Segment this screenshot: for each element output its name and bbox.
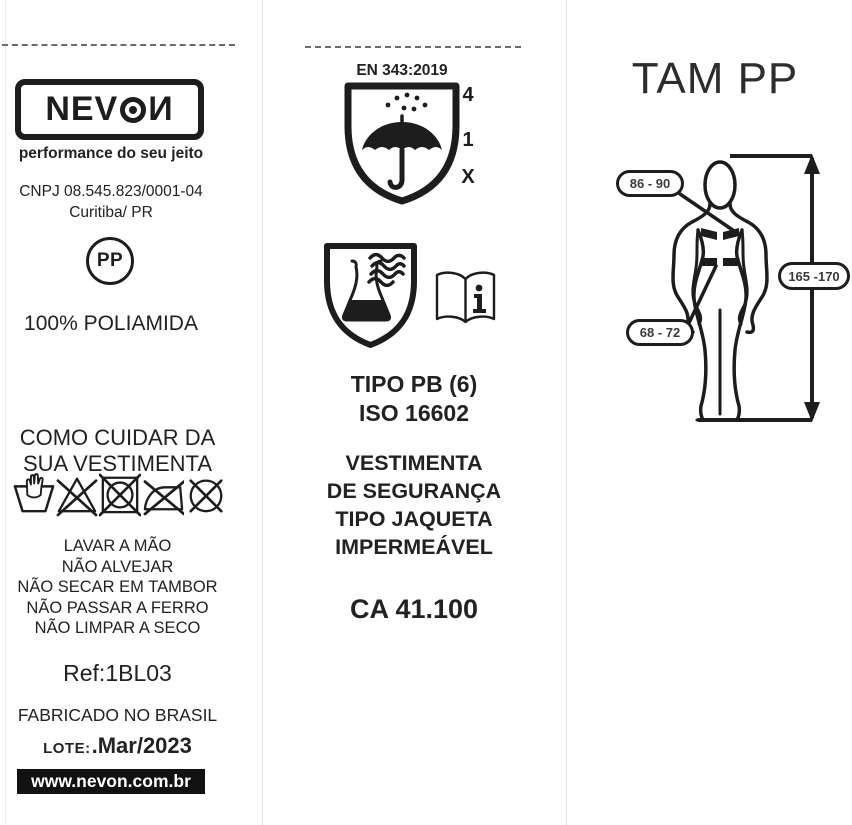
type-line: TIPO PB (6) xyxy=(350,371,478,397)
care-instruction-line: NÃO PASSAR A FERRO xyxy=(26,598,209,617)
en343-rating-1: 4 xyxy=(462,84,474,106)
company-info xyxy=(0,181,222,223)
label-edge-line xyxy=(566,0,567,825)
description-line: TIPO JAQUETA xyxy=(335,507,493,531)
city-line: Curitiba/ PR xyxy=(69,204,153,221)
care-title-line1: COMO CUIDAR DA xyxy=(19,425,216,450)
size-badge xyxy=(86,237,134,285)
cut-line-left xyxy=(2,44,235,46)
chest-measurement-pill xyxy=(616,170,684,197)
waist-measurement: 68 - 72 xyxy=(639,325,681,340)
height-measurement-pill xyxy=(778,262,850,290)
cut-line-middle xyxy=(305,46,521,48)
size-title: TAM PP xyxy=(631,54,799,103)
nevon-logo xyxy=(15,79,204,140)
reference-number: Ref:1BL03 xyxy=(63,660,172,686)
fabric-composition: 100% POLIAMIDA xyxy=(24,312,198,335)
chemical-protection-shield-icon xyxy=(322,241,419,351)
chest-and-waist-bands xyxy=(701,228,739,266)
hand-wash-icon xyxy=(13,470,55,518)
garment-description xyxy=(262,449,566,561)
lot-value: .Mar/2023 xyxy=(91,733,192,758)
consult-instructions-book-icon xyxy=(432,266,499,333)
lot-label: LOTE: xyxy=(43,740,91,757)
en343-rating-2: 1 xyxy=(462,129,474,151)
label-edge-line xyxy=(5,0,6,825)
chest-measurement: 86 - 90 xyxy=(629,176,671,191)
size-code: PP xyxy=(96,250,124,271)
logo-text-left: NEV xyxy=(45,90,119,128)
description-line: DE SEGURANÇA xyxy=(326,479,502,503)
website-url: www.nevon.com.br xyxy=(31,771,191,791)
cnpj-line: CNPJ 08.545.823/0001-04 xyxy=(19,183,203,200)
do-not-iron-icon xyxy=(142,470,184,518)
height-measurement: 165 -170 xyxy=(788,268,840,284)
care-instruction-line: LAVAR A MÃO xyxy=(63,537,172,555)
website-bar xyxy=(17,769,205,794)
protection-type-block xyxy=(262,370,566,428)
bullseye-o-icon xyxy=(120,97,146,123)
care-instruction-line: NÃO LIMPAR A SECO xyxy=(34,619,201,637)
ca-number: CA 41.100 xyxy=(349,594,479,624)
do-not-bleach-icon xyxy=(56,470,98,518)
waist-measurement-pill xyxy=(626,319,694,346)
brand-tagline: performance do seu jeito xyxy=(18,145,204,162)
logo-text-right: И xyxy=(148,90,174,128)
rain-protection-shield-icon xyxy=(342,80,462,206)
origin-line: FABRICADO NO BRASIL xyxy=(17,705,218,725)
care-instruction-line: NÃO ALVEJAR xyxy=(61,557,174,576)
iso-line: ISO 16602 xyxy=(359,400,469,426)
description-line: VESTIMENTA xyxy=(345,451,483,475)
en343-rating-3: X xyxy=(461,166,475,188)
care-instruction-line: NÃO SECAR EM TAMBOR xyxy=(17,578,218,596)
lot-line xyxy=(0,733,235,759)
do-not-dry-clean-icon xyxy=(185,470,227,518)
do-not-tumble-dry-icon xyxy=(99,470,141,518)
care-instructions xyxy=(0,536,235,639)
care-title-line2: SUA VESTIMENTA xyxy=(22,451,213,476)
description-line: IMPERMEÁVEL xyxy=(335,535,493,559)
en-standard-label: EN 343:2019 xyxy=(356,62,448,79)
care-symbols-row xyxy=(13,470,227,518)
